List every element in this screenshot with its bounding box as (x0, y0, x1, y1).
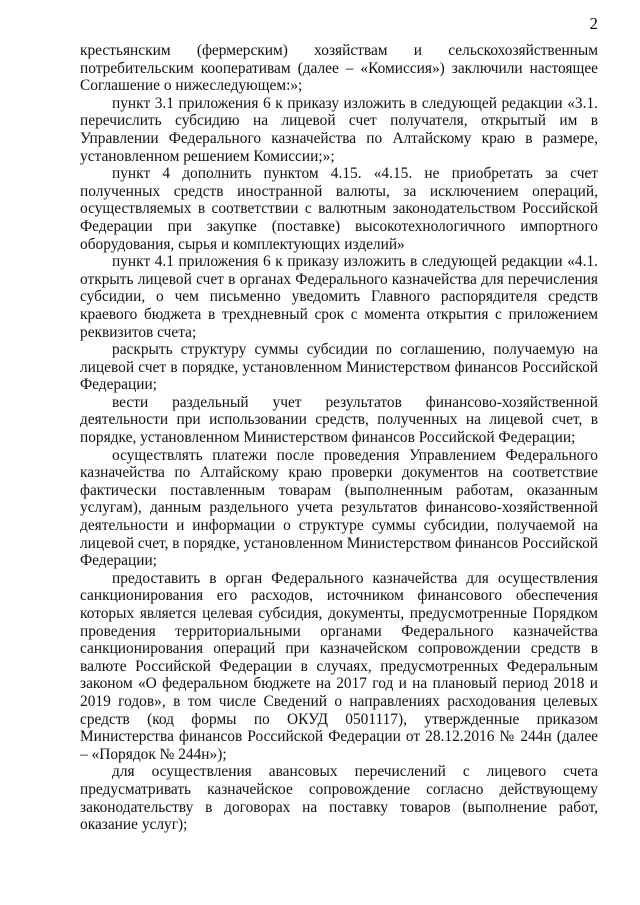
paragraph-advance-payments: для осуществления авансовых перечислений с лицевого счета предусматривать казначейское сопровождение согласно действующему законодательству в договорах на поставку товаров (выполнение работ, оказание услуг); (80, 763, 598, 834)
paragraph-subsidy-structure: раскрыть структуру суммы субсидии по соглашению, получаемую на лицевой счет в порядке, установленном Министерством финансов Российской Федерации; (80, 341, 598, 394)
paragraph-item-4-1: пункт 4.1 приложения 6 к приказу изложить в следующей редакции «4.1. открыть лицевой счет в органах Федерального казначейства для перечисления субсидии, о чем письменно уведомить Главного распорядителя средств краевого бюджета в трехдневный срок с момента открытия с приложением реквизитов счета; (80, 253, 598, 341)
paragraph-item-4-15: пункт 4 дополнить пунктом 4.15. «4.15. не приобретать за счет полученных средств иностранной валюты, за исключением операций, осуществляемых в соответствии с валютным законодательством Российской Федерации при закупке (поставке) высокотехнологичного импортного оборудования, сырья и комплектующих изделий» (80, 165, 598, 253)
paragraph-separate-accounting: вести раздельный учет результатов финансово-хозяйственной деятельности при использовании средств, полученных на лицевой счет, в порядке, установленном Министерством финансов Российской Федерации; (80, 393, 598, 447)
paragraph-continuation: крестьянским (фермерским) хозяйствам и сельскохозяйственным потребительским кооперативам (далее – «Комиссия») заключили настоящее Соглашение о нижеследующем:»; (80, 42, 598, 95)
paragraph-payments: осуществлять платежи после проведения Управлением Федерального казначейства по Алтайскому краю проверки документов на соответствие фактически поставленным товарам (выполненным работам, оказанным услугам), данным раздельного учета результатов финансово-хозяйственной деятельности и информации о структуре суммы субсидии, получаемой на лицевой счет, в порядке, установленном Министерством финансов Российской Федерации; (80, 446, 598, 570)
paragraph-documents: предоставить в орган Федерального казначейства для осуществления санкционирования его расходов, источником финансового обеспечения которых является целевая субсидия, документы, предусмотренные Порядком проведения территориальными органами Федерального казначейства санкционирования операций при казначейском сопровождении средств в валюте Российской Федерации в случаях, предусмотренных Федеральным законом «О федеральном бюджете на 2017 год и на плановый период 2018 и 2019 годов», в том числе Сведений о направлениях расходования целевых средств (код формы по ОКУД 0501117), утвержденные приказом Министерства финансов Российской Федерации от 28.12.2016 № 244н (далее – «Порядок № 244н»); (80, 569, 598, 763)
document-body (80, 42, 598, 834)
paragraph-item-3-1: пункт 3.1 приложения 6 к приказу изложить в следующей редакции «3.1. перечислить субсидию на лицевой счет получателя, открытый им в Управлении Федерального казначейства по Алтайскому краю в размере, установленном решением Комиссии;»; (80, 94, 598, 165)
page-number: 2 (589, 14, 598, 33)
